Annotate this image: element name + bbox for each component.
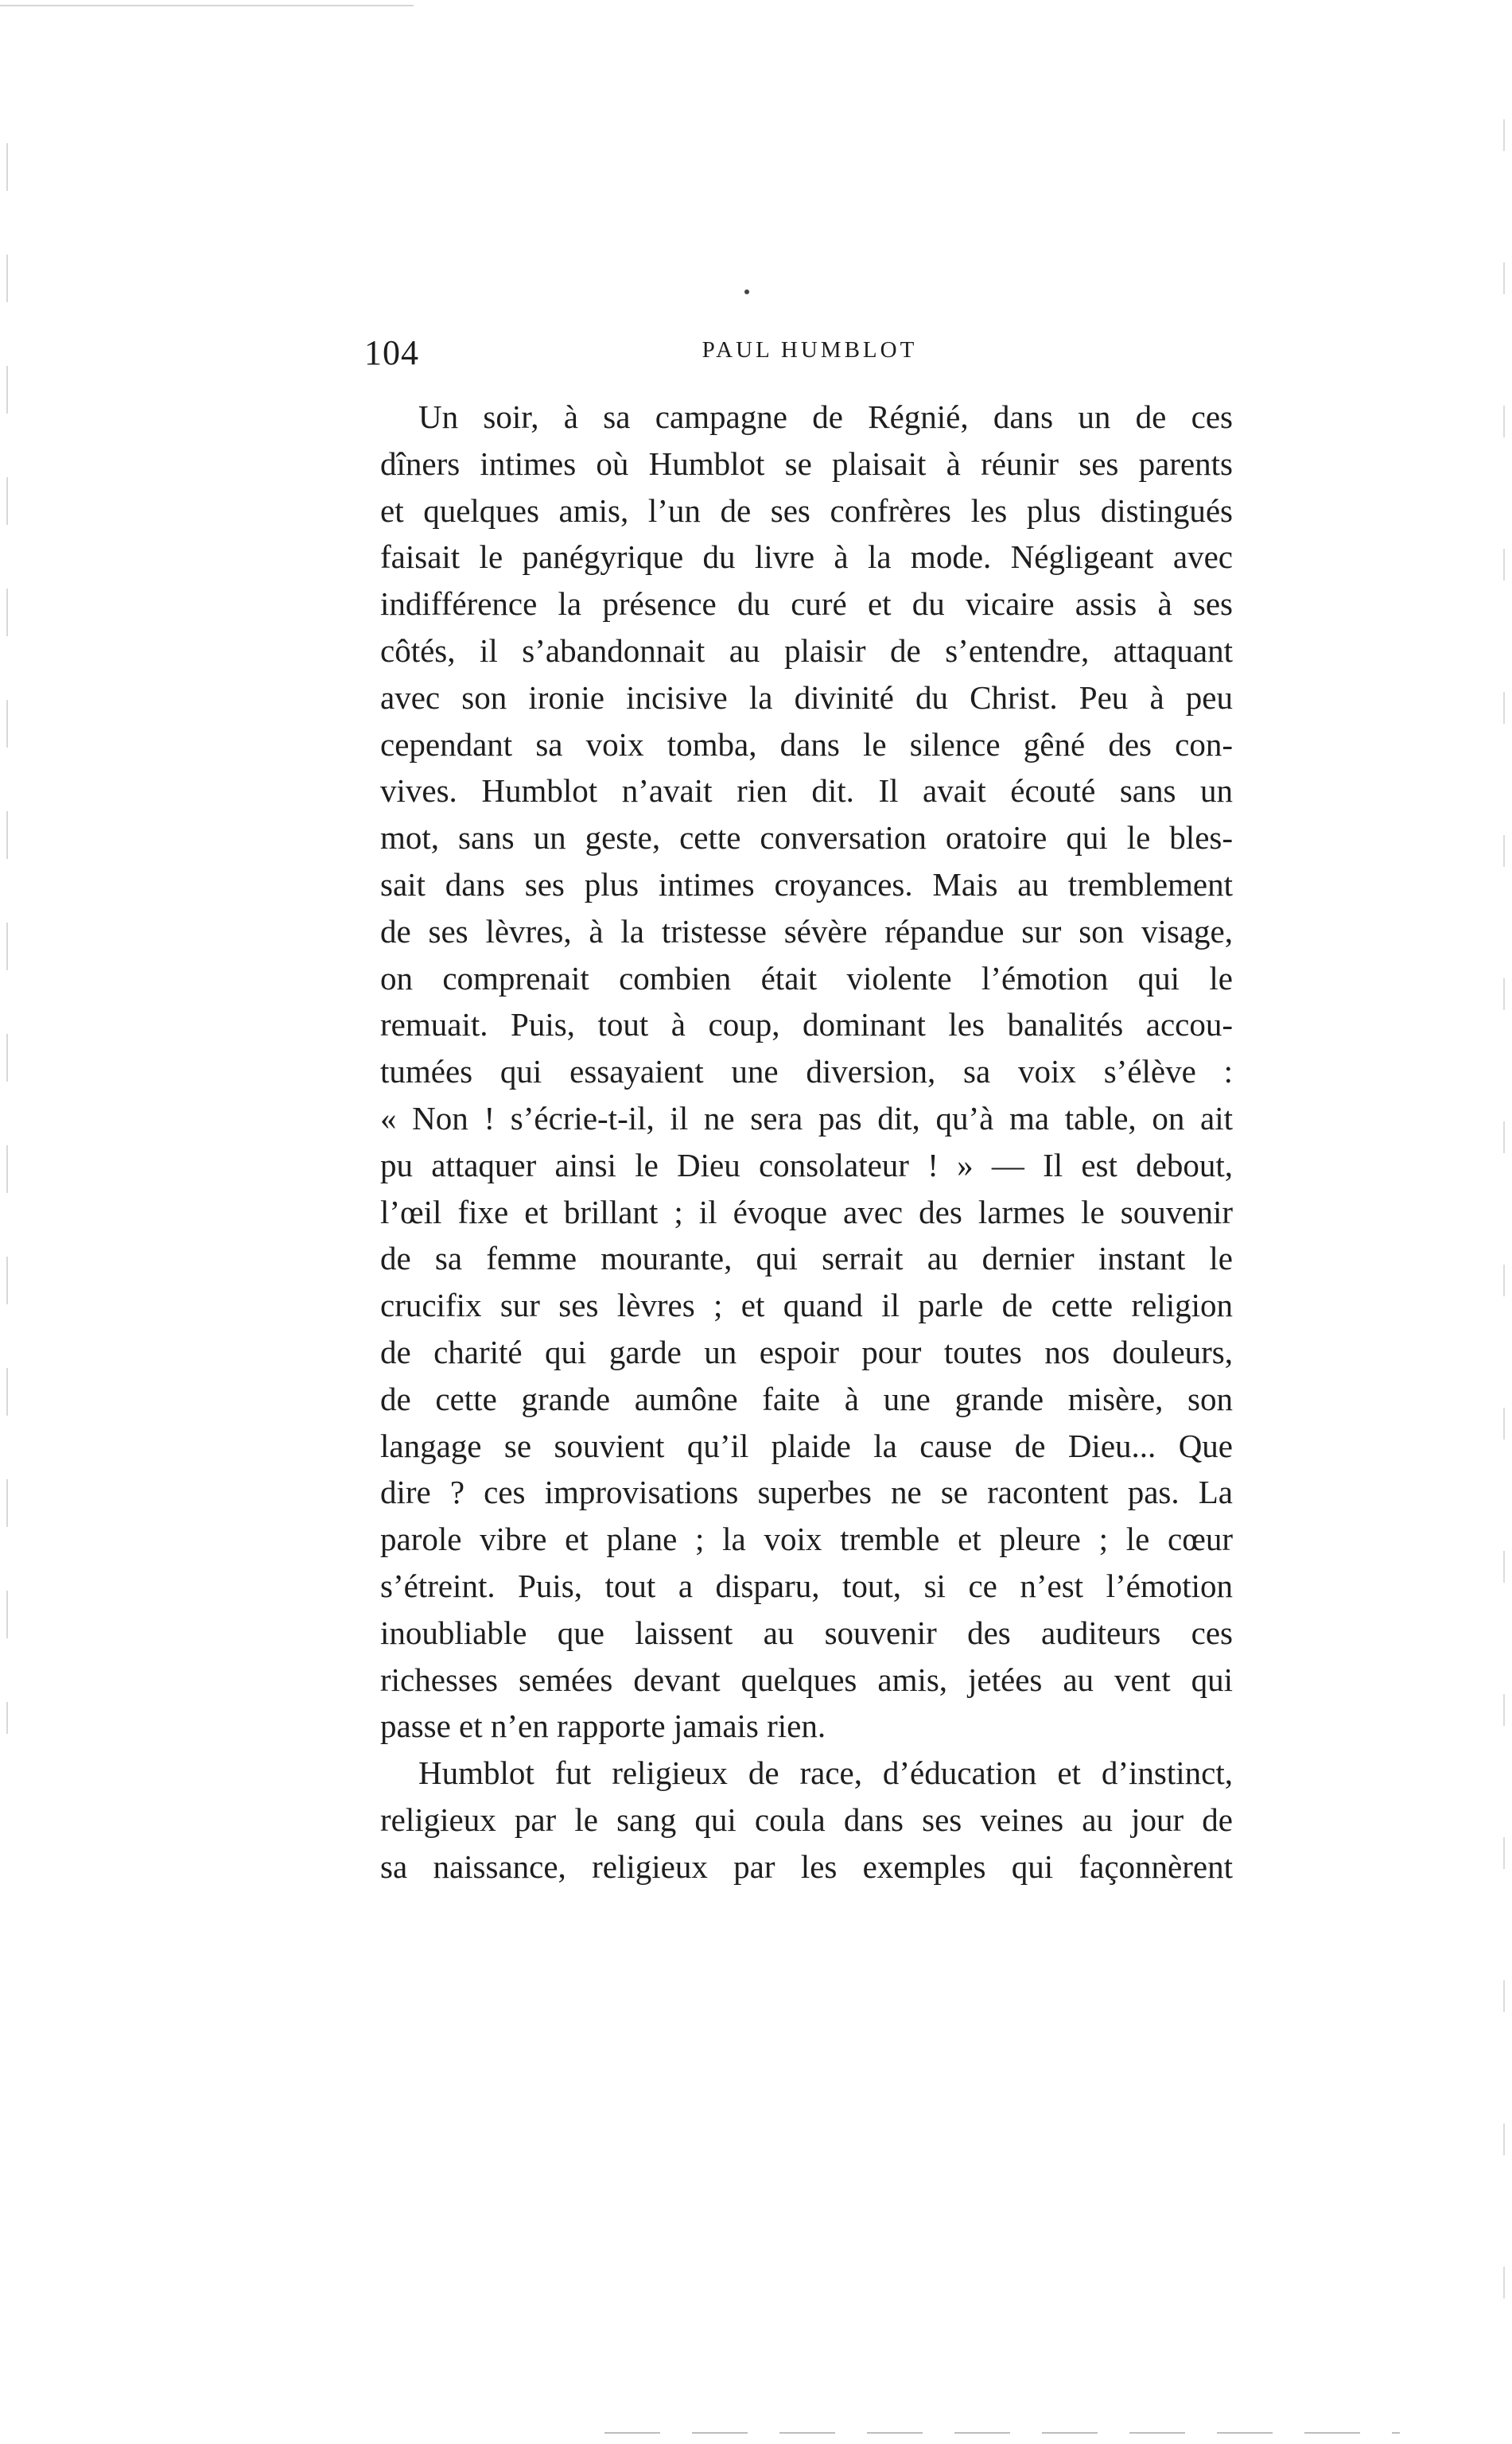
text-line: richesses semées devant quelques amis, jetées au vent qui [380, 1661, 1233, 1698]
text-line: et quelques amis, l’un de ses confrères les plus distingués [380, 492, 1233, 529]
text-line: passe et n’en rapporte jamais rien. [380, 1708, 826, 1745]
text-line: sait dans ses plus intimes croyances. Mais au tremblement [380, 865, 1233, 903]
text-line: pu attaquer ainsi le Dieu consolateur ! » — Il est debout, [380, 1146, 1233, 1183]
text-line: de cette grande aumône faite à une grande misère, son [380, 1380, 1233, 1417]
text-line: vives. Humblot n’avait rien dit. Il avait écouté sans un [380, 772, 1233, 810]
text-line: cependant sa voix tomba, dans le silence gêné des con- [380, 725, 1233, 763]
scan-artifact-left-edge [6, 143, 8, 1734]
text-line: dire ? ces improvisations superbes ne se racontent pas. La [380, 1474, 1233, 1511]
text-line: « Non ! s’écrie-t-il, il ne sera pas dit, qu’à ma table, on ait [380, 1099, 1233, 1137]
page-number: 104 [364, 333, 419, 372]
scan-artifact-dot [744, 289, 749, 294]
text-line: dîners intimes où Humblot se plaisait à réunir ses parents [380, 445, 1233, 482]
text-line: de sa femme mourante, qui serrait au dernier instant le [380, 1240, 1233, 1277]
text-line: Humblot fut religieux de race, d’éducation et d’instinct, [418, 1754, 1233, 1792]
scan-artifact-right-edge [1503, 119, 1505, 2346]
text-line: tumées qui essayaient une diversion, sa voix s’élève : [380, 1053, 1233, 1090]
body-text [380, 394, 1233, 1890]
text-line: remuait. Puis, tout à coup, dominant les banalités accou- [380, 1006, 1233, 1043]
text-line: de ses lèvres, à la tristesse sévère répandue sur son visage, [380, 912, 1233, 950]
text-line: crucifix sur ses lèvres ; et quand il parle de cette religion [380, 1287, 1233, 1324]
text-line: mot, sans un geste, cette conversation oratoire qui le bles- [380, 819, 1233, 857]
text-line: de charité qui garde un espoir pour toutes nos douleurs, [380, 1333, 1233, 1370]
text-line: Un soir, à sa campagne de Régnié, dans un de ces [418, 398, 1233, 435]
scan-artifact-bottom-rule [604, 2432, 1400, 2434]
text-line: parole vibre et plane ; la voix tremble et pleure ; le cœur [380, 1521, 1233, 1558]
text-line: s’étreint. Puis, tout a disparu, tout, si ce n’est l’émotion [380, 1567, 1233, 1604]
text-line: indifférence la présence du curé et du vicaire assis à ses [380, 585, 1233, 623]
text-line: inoubliable que laissent au souvenir des auditeurs ces [380, 1614, 1233, 1651]
text-line: faisait le panégyrique du livre à la mode. Négligeant avec [380, 538, 1233, 576]
text-line: avec son ironie incisive la divinité du Christ. Peu à peu [380, 678, 1233, 716]
text-line: religieux par le sang qui coula dans ses veines au jour de [380, 1801, 1233, 1838]
text-line: langage se souvient qu’il plaide la cause de Dieu... Que [380, 1427, 1233, 1464]
running-title: PAUL HUMBLOT [702, 337, 918, 363]
scan-artifact-top-rule [0, 5, 414, 6]
text-line: on comprenait combien était violente l’émotion qui le [380, 959, 1233, 997]
text-line: côtés, il s’abandonnait au plaisir de s’entendre, attaquant [380, 631, 1233, 669]
text-line: l’œil fixe et brillant ; il évoque avec des larmes le souvenir [380, 1193, 1233, 1230]
running-head [364, 332, 1255, 380]
text-line: sa naissance, religieux par les exemples qui façonnèrent [380, 1848, 1233, 1885]
